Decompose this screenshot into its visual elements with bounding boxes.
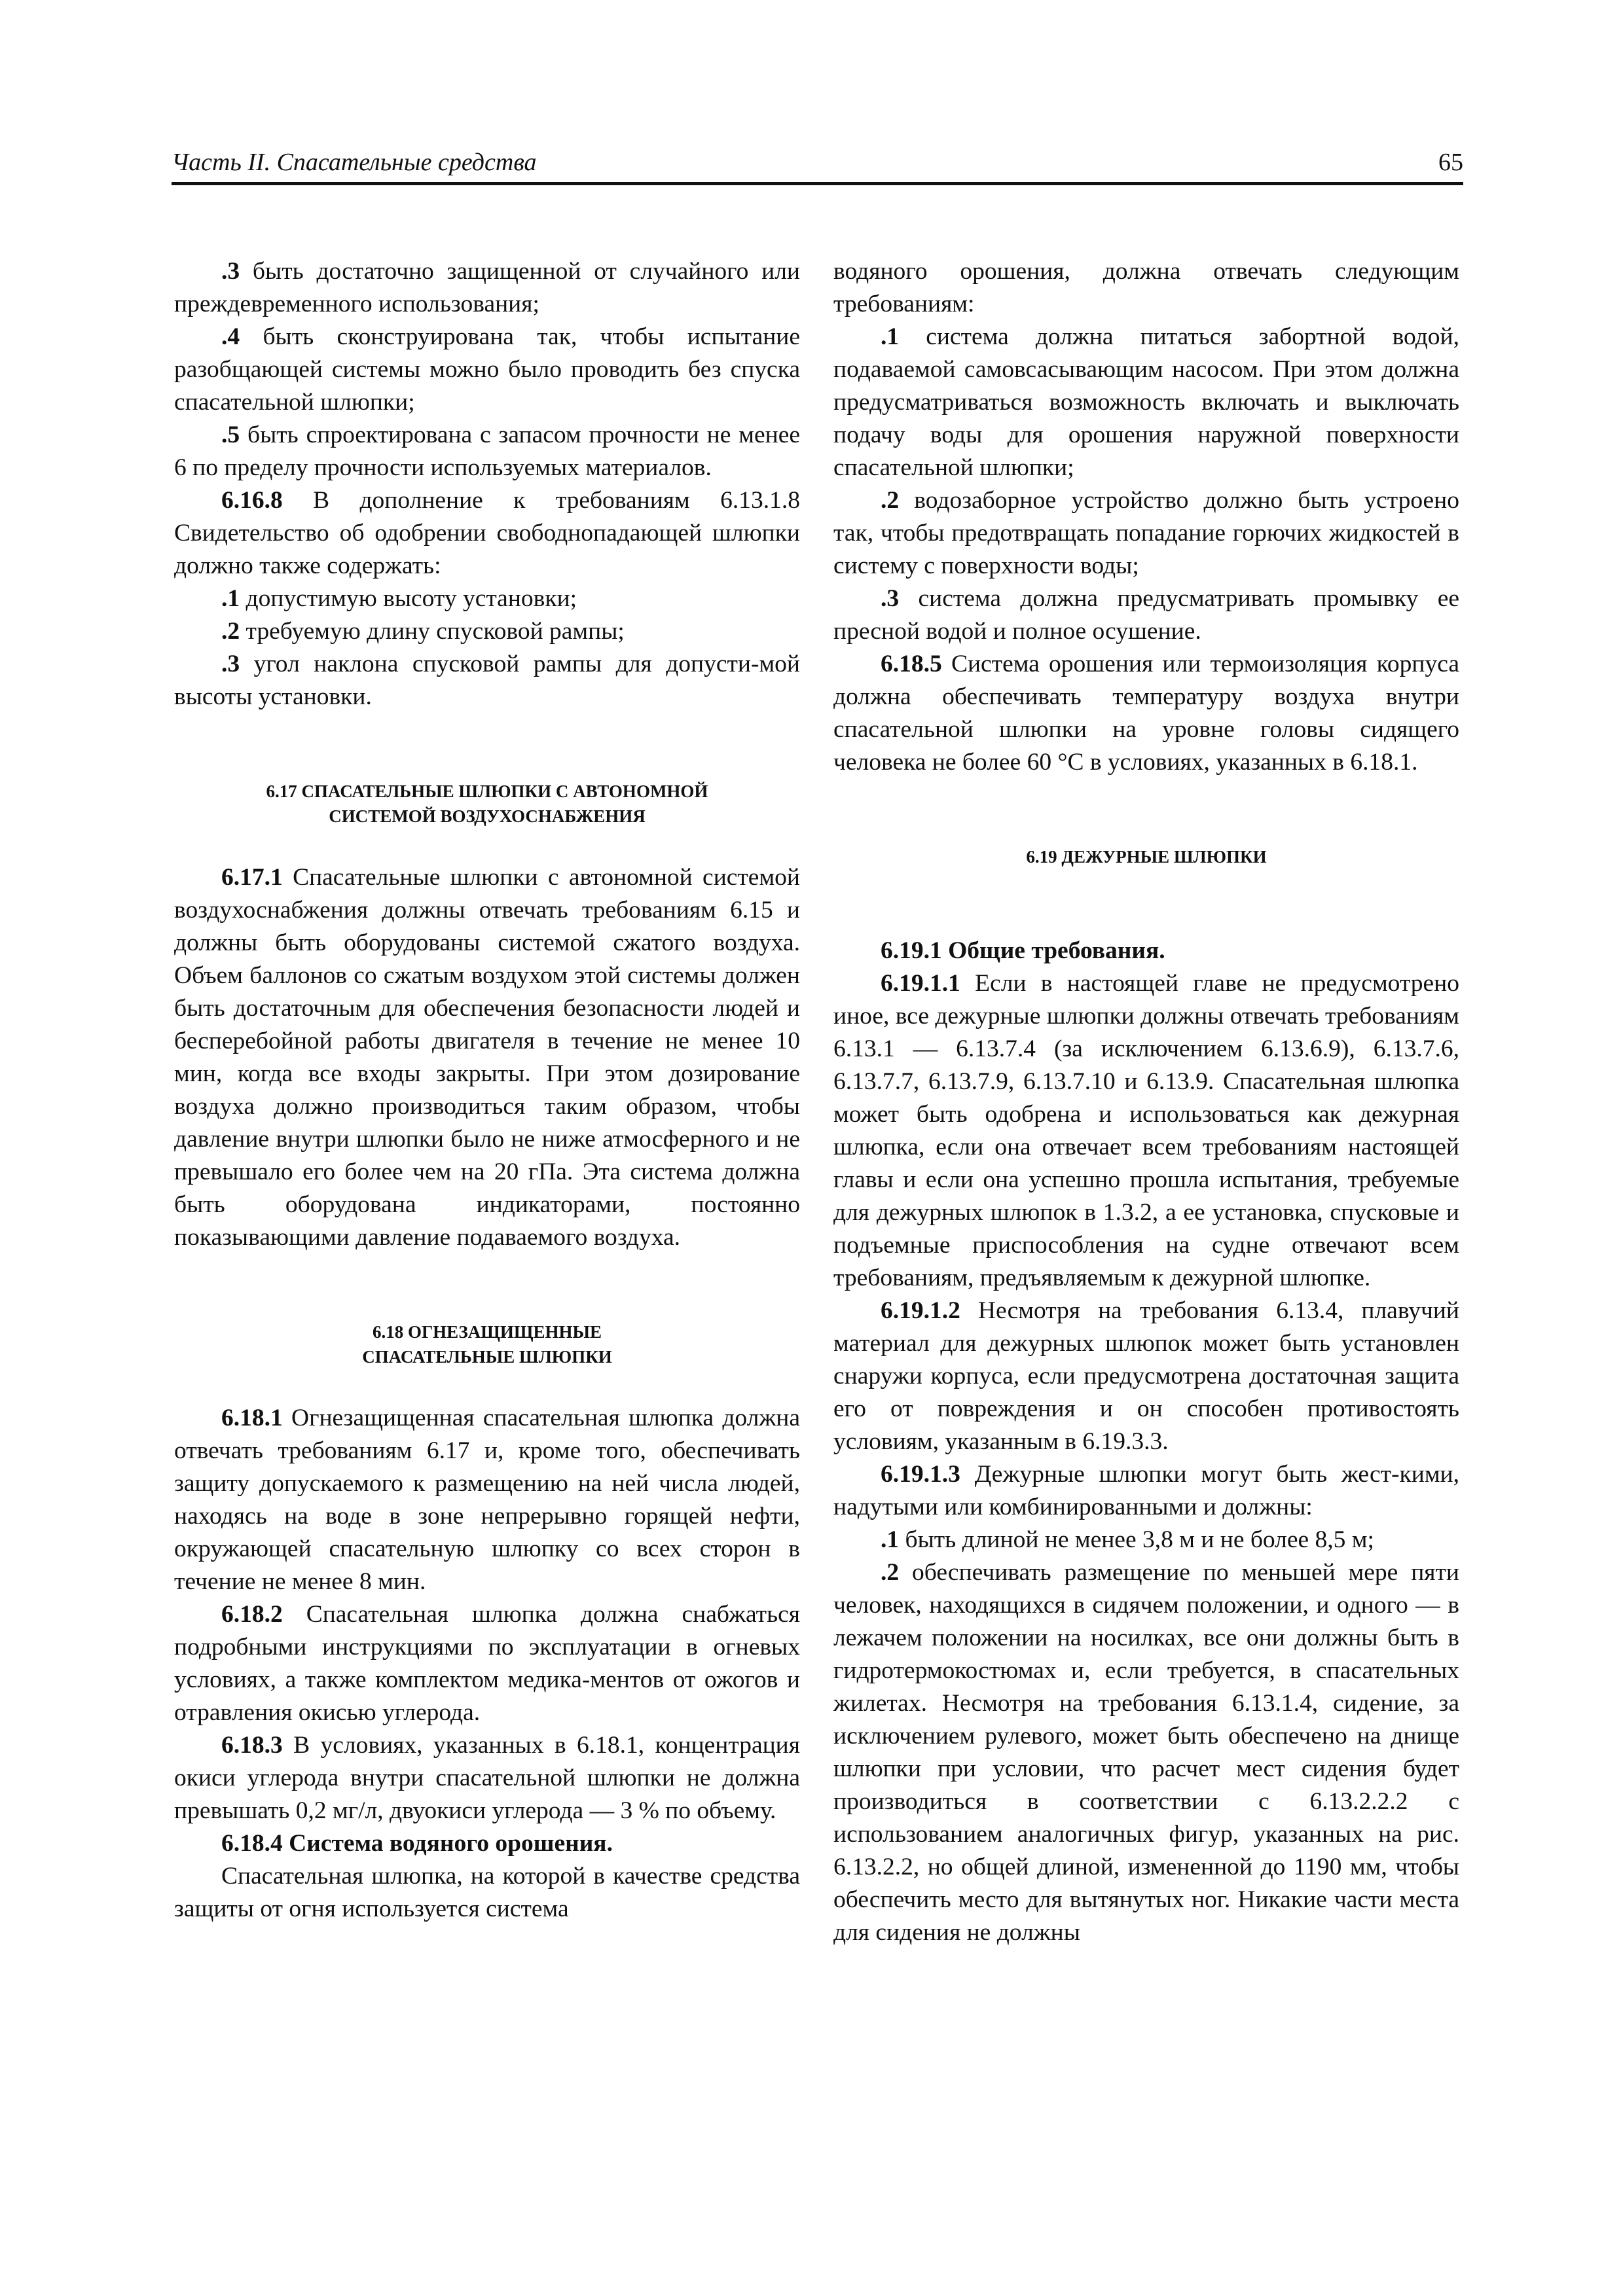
paragraph: .1 быть длиной не менее 3,8 м и не более 8,5 м;	[881, 1526, 1374, 1553]
section-heading-6-18: 6.18 ОГНЕЗАЩИЩЕННЫЕ СПАСАТЕЛЬНЫЕ ШЛЮПКИ	[362, 1322, 612, 1367]
item-number: .5	[221, 422, 240, 448]
item-number: .3	[881, 585, 900, 612]
paragraph: .5 быть спроектирована с запасом прочности не менее 6 по пределу прочности используемых материалов.	[174, 422, 800, 481]
item-number: .1	[221, 585, 240, 612]
section-heading-6-17: 6.17 СПАСАТЕЛЬНЫЕ ШЛЮПКИ С АВТОНОМНОЙ СИСТЕМОЙ ВОЗДУХОСНАБЖЕНИЯ	[266, 781, 708, 826]
paragraph: водяного орошения, должна отвечать следующим требованиям:	[833, 258, 1459, 317]
paragraph: 6.18.1 Огнезащищенная спасательная шлюпка должна отвечать требованиям 6.17 и, кроме того, обеспечивать защиту допускаемого к размещению на ней числа людей, находясь на воде в зоне непрерывно горящей нефти, окружающей спасательную шлюпку со всех сторон в течение не менее 8 мин.	[174, 1405, 800, 1595]
clause-number: 6.19.1.3	[881, 1461, 960, 1488]
item-number: .2	[221, 618, 240, 645]
item-number: .3	[221, 258, 240, 285]
item-number: .1	[881, 323, 900, 350]
paragraph: 6.16.8 В дополнение к требованиям 6.13.1.8 Свидетельство об одобрении свободнопадающей шлюпки должно также содержать:	[174, 487, 800, 579]
subheading: 6.19.1 Общие требования.	[881, 937, 1165, 964]
subheading: 6.18.4 Система водяного орошения.	[221, 1830, 613, 1857]
paragraph: .4 быть сконструирована так, чтобы испытание разобщающей системы можно было проводить без спуска спасательной шлюпки;	[174, 323, 800, 416]
paragraph: .3 система должна предусматривать промывку ее пресной водой и полное осушение.	[833, 585, 1459, 645]
item-number: .2	[881, 487, 900, 514]
left-column	[174, 255, 800, 1926]
paragraph: 6.19.1.2 Несмотря на требования 6.13.4, плавучий материал для дежурных шлюпок может быть установлен снаружи корпуса, если предусмотрена достаточная защита его от повреждения и он способен противостоять условиям, указанным в 6.19.3.3.	[833, 1297, 1459, 1455]
clause-number: 6.18.2	[221, 1601, 283, 1628]
paragraph: .3 угол наклона спусковой рампы для допусти-мой высоты установки.	[174, 651, 800, 710]
clause-number: 6.19.1.1	[881, 970, 960, 997]
paragraph: .2 обеспечивать размещение по меньшей мере пяти человек, находящихся в сидячем положении, и одного — в лежачем положении на носилках, все они должны быть в гидротермокостюмах и, если требуется, в спасательных жилетах. Несмотря на требования 6.13.1.4, сидение, за исключением рулевого, может быть обеспечено на днище шлюпки при условии, что расчет мест сидения будет производиться в соответствии с 6.13.2.2.2 с использованием аналогичных фигур, указанных на рис. 6.13.2.2, но общей длиной, измененной до 1190 мм, чтобы обеспечить место для вытянутых ног. Никакие части места для сидения не должны	[833, 1559, 1459, 1946]
item-number: .1	[881, 1526, 900, 1553]
paragraph: .2 водозаборное устройство должно быть устроено так, чтобы предотвращать попадание горючих жидкостей в систему с поверхности воды;	[833, 487, 1459, 579]
clause-number: 6.18.5	[881, 651, 942, 677]
page-number: 65	[1438, 149, 1463, 176]
item-number: .2	[881, 1559, 900, 1586]
paragraph: 6.18.5 Система орошения или термоизоляция корпуса должна обеспечивать температуру воздуха внутри спасательной шлюпки на уровне головы сидящего человека не более 60 °С в условиях, указанных в 6.18.1.	[833, 651, 1459, 776]
paragraph: 6.19.1.3 Дежурные шлюпки могут быть жест-кими, надутыми или комбинированными и должны:	[833, 1461, 1459, 1520]
paragraph: .3 быть достаточно защищенной от случайного или преждевременного использования;	[174, 258, 800, 317]
clause-number: 6.17.1	[221, 864, 283, 891]
paragraph: .2 требуемую длину спусковой рампы;	[221, 618, 625, 645]
item-number: .4	[221, 323, 240, 350]
clause-number: 6.16.8	[221, 487, 283, 514]
paragraph: .1 допустимую высоту установки;	[221, 585, 577, 612]
paragraph: .1 система должна питаться забортной водой, подаваемой самовсасывающим насосом. При этом должна предусматриваться возможность включать и выключать подачу воды для орошения наружной поверхности спасательной шлюпки;	[833, 323, 1459, 481]
paragraph: 6.19.1.1 Если в настоящей главе не предусмотрено иное, все дежурные шлюпки должны отвечать требованиям 6.13.1 — 6.13.7.4 (за исключением 6.13.6.9), 6.13.7.6, 6.13.7.7, 6.13.7.9, 6.13.7.10 и 6.13.9. Спасательная шлюпка может быть одобрена и использоваться как дежурная шлюпка, если она отвечает всем требованиям настоящей главы и если она успешно прошла испытания, требуемые для дежурных шлюпок в 1.3.2, а ее установка, спусковые и подъемные приспособления на судне отвечают всем требованиям, предъявляемым к дежурной шлюпке.	[833, 970, 1459, 1291]
clause-number: 6.18.3	[221, 1732, 283, 1759]
clause-number: 6.19.1.2	[881, 1297, 960, 1324]
item-number: .3	[221, 651, 240, 677]
paragraph: Спасательная шлюпка, на которой в качестве средства защиты от огня используется система	[174, 1863, 800, 1922]
section-heading-6-19: 6.19 ДЕЖУРНЫЕ ШЛЮПКИ	[1026, 847, 1267, 867]
running-header	[172, 145, 1463, 185]
running-title: Часть II. Спасательные средства	[172, 149, 537, 176]
paragraph: 6.18.2 Спасательная шлюпка должна снабжаться подробными инструкциями по эксплуатации в огневых условиях, а также комплектом медика-ментов от ожогов и отравления окисью углерода.	[174, 1601, 800, 1726]
paragraph: 6.18.3 В условиях, указанных в 6.18.1, концентрация окиси углерода внутри спасательной шлюпки не должна превышать 0,2 мг/л, двуокиси углерода — 3 % по объему.	[174, 1732, 800, 1824]
clause-number: 6.18.1	[221, 1405, 283, 1431]
paragraph: 6.17.1 Спасательные шлюпки с автономной системой воздухоснабжения должны отвечать требованиям 6.15 и должны быть оборудованы системой сжатого воздуха. Объем баллонов со сжатым воздухом этой системы должен быть достаточным для обеспечения безопасности людей и бесперебойной работы двигателя в течение не менее 10 мин, когда все входы закрыты. При этом дозирование воздуха должно производиться таким образом, чтобы давление внутри шлюпки было не ниже атмосферного и не превышало его более чем на 20 гПа. Эта система должна быть оборудована индикаторами, постоянно показывающими давление подаваемого воздуха.	[174, 864, 800, 1251]
right-column	[833, 255, 1459, 1949]
